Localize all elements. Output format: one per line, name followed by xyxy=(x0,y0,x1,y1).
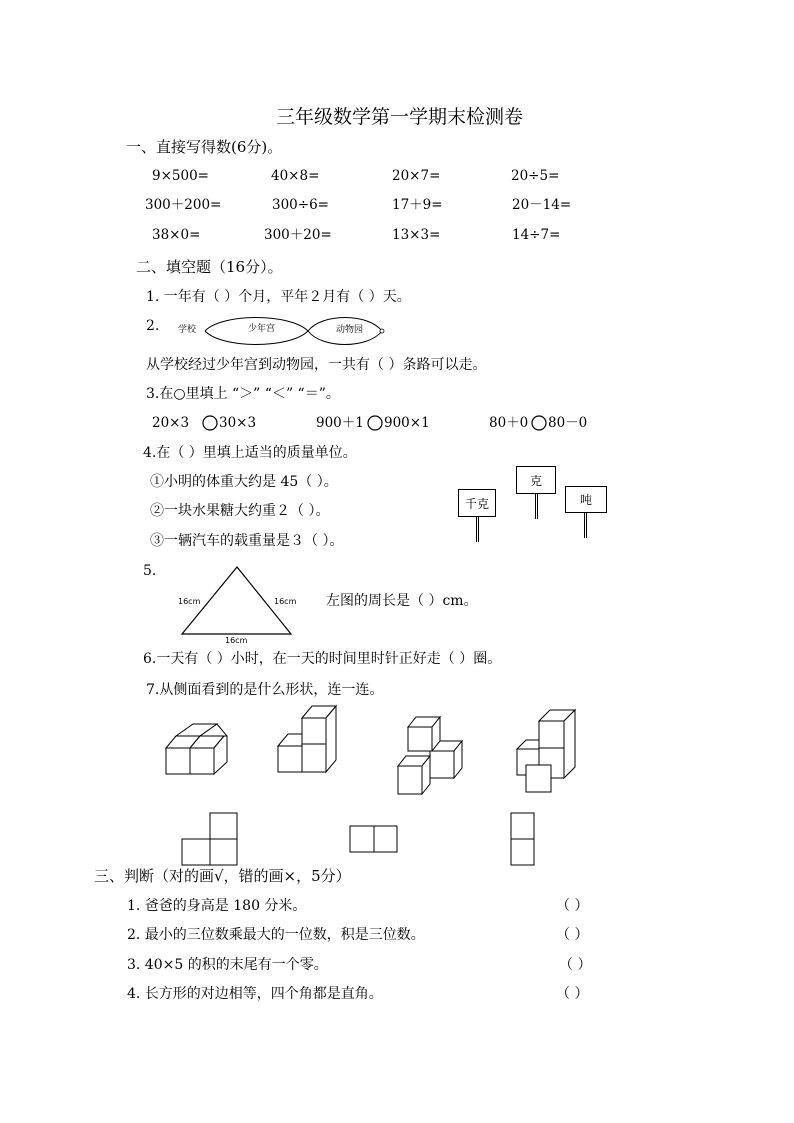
judge-bracket[interactable]: （ ） xyxy=(559,957,592,973)
calc-item: 300＋20= xyxy=(264,227,332,243)
question-4-item: ③一辆汽车的载重量是３（ ）。 xyxy=(150,533,344,549)
triangle-left-side-label: 16cm xyxy=(178,597,201,606)
page-title: 三年级数学第一学期末检测卷 xyxy=(276,106,524,128)
cube-figure-4 xyxy=(517,710,575,792)
sign-ton: 吨 xyxy=(565,486,607,513)
question-2-number: 2. xyxy=(146,318,160,334)
calc-item: 20－14= xyxy=(512,197,572,213)
judge-bracket[interactable]: （ ） xyxy=(556,927,589,943)
place-youth-palace: 少年宫 xyxy=(248,324,276,334)
compare-right: 80－0 xyxy=(548,415,588,431)
question-3: 3.在○里填上 “＞” “＜” “＝”。 xyxy=(146,386,340,402)
triangle-bottom-side-label: 16cm xyxy=(225,636,248,645)
calc-item: 300÷6= xyxy=(272,197,329,213)
sign-gram: 克 xyxy=(516,466,556,494)
calc-item: 14÷7= xyxy=(512,227,561,243)
place-zoo: 动物园 xyxy=(336,325,364,335)
judge-item: 1. 爸爸的身高是 180 分米。 xyxy=(127,898,307,914)
question-6: 6.一天有（ ）小时，在一天的时间里时针正好走（ ）圈。 xyxy=(143,651,502,667)
cube-figure-3 xyxy=(398,717,462,794)
view-shape-2 xyxy=(350,826,397,852)
calc-item: 40×8= xyxy=(271,168,320,184)
view-shape-1 xyxy=(182,813,237,865)
triangle-right-side-label: 16cm xyxy=(274,597,297,606)
place-school: 学校 xyxy=(178,325,197,335)
question-4-item: ②一块水果糖大约重２（ ）。 xyxy=(150,503,330,519)
question-2-text: 从学校经过少年宫到动物园，一共有（ ）条路可以走。 xyxy=(146,357,487,373)
judge-item: 4. 长方形的对边相等，四个角都是直角。 xyxy=(127,986,383,1002)
calc-item: 9×500= xyxy=(152,168,209,184)
question-7: 7.从侧面看到的是什么形状，连一连。 xyxy=(146,682,384,698)
judge-bracket[interactable]: （ ） xyxy=(556,986,589,1002)
compare-left: 900＋1 xyxy=(316,415,364,431)
calc-item: 13×3= xyxy=(392,227,441,243)
question-5-text: 左图的周长是（ ）cm。 xyxy=(326,593,478,609)
judge-item: 3. 40×5 的积的末尾有一个零。 xyxy=(127,957,328,973)
question-5-number: 5. xyxy=(143,563,157,579)
question-4-item: ①小明的体重大约是 45（ ）。 xyxy=(150,474,338,490)
compare-right: 30×3 xyxy=(219,415,257,431)
calc-item: 20×7= xyxy=(392,168,441,184)
section1-heading: 一、直接写得数(6分)。 xyxy=(126,138,283,156)
calc-item: 300＋200= xyxy=(145,197,222,213)
cube-figure-1 xyxy=(166,724,227,774)
cube-figure-2 xyxy=(278,706,336,772)
calc-item: 17＋9= xyxy=(392,197,443,213)
section3-heading: 三、判断（对的画√，错的画×，5分） xyxy=(94,867,351,885)
sign-kilogram: 千克 xyxy=(458,489,496,517)
question-4: 4.在（ ）里填上适当的质量单位。 xyxy=(143,445,357,461)
section2-heading: 二、填空题（16分）。 xyxy=(136,258,283,276)
judge-item: 2. 最小的三位数乘最大的一位数，积是三位数。 xyxy=(127,927,425,943)
judge-bracket[interactable]: （ ） xyxy=(556,898,589,914)
calc-item: 38×0= xyxy=(152,227,201,243)
compare-left: 20×3 xyxy=(152,415,190,431)
view-shape-3 xyxy=(511,813,534,865)
compare-right: 900×1 xyxy=(384,415,430,431)
compare-left: 80＋0 xyxy=(489,415,529,431)
calc-item: 20÷5= xyxy=(511,168,560,184)
question-1: 1. 一年有（ ）个月，平年２月有（ ）天。 xyxy=(146,289,411,305)
